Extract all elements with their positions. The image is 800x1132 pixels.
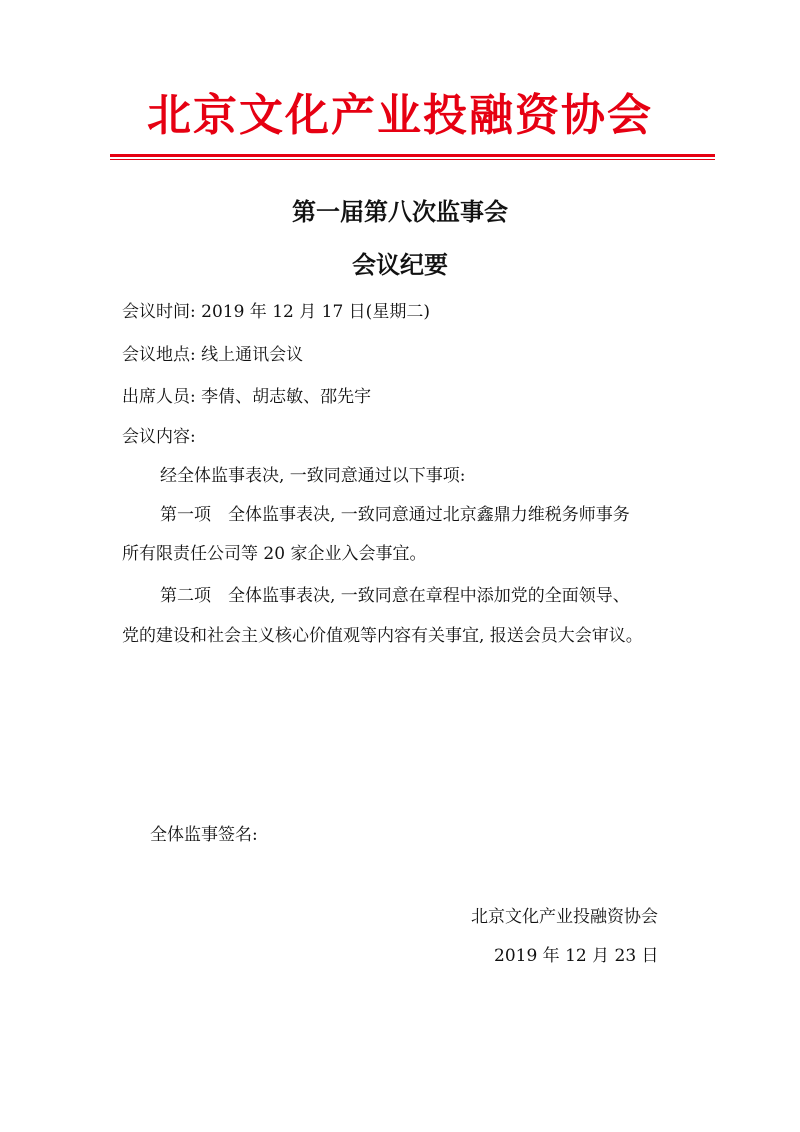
signature-label: 全体监事签名: — [150, 825, 258, 845]
meeting-place-label: 会议地点: — [122, 345, 196, 365]
meeting-time-value: 2019 年 12 月 17 日(星期二) — [201, 302, 430, 322]
signature-organization: 北京文化产业投融资协会 — [471, 907, 658, 927]
meeting-place — [122, 343, 303, 367]
signature-date: 2019 年 12 月 23 日 — [494, 946, 659, 966]
attendees-value: 李倩、胡志敏、邵先宇 — [201, 387, 372, 407]
organization-header: 北京文化产业投融资协会 — [147, 90, 653, 141]
item-1-line-1: 第一项 全体监事表决, 一致同意通过北京鑫鼎力维税务师事务 — [160, 505, 630, 525]
document-title: 第一届第八次监事会 — [292, 197, 508, 226]
meeting-time — [122, 300, 430, 324]
item-1-line-2: 所有限责任公司等 20 家企业入会事宜。 — [122, 544, 427, 564]
content-intro: 经全体监事表决, 一致同意通过以下事项: — [160, 466, 466, 486]
meeting-place-value: 线上通讯会议 — [201, 345, 304, 365]
meeting-time-label: 会议时间: — [122, 302, 196, 322]
header-rule-thick — [110, 154, 715, 157]
item-2-line-1: 第二项 全体监事表决, 一致同意在章程中添加党的全面领导、 — [160, 586, 630, 606]
document-subtitle: 会议纪要 — [352, 250, 448, 279]
header-rule-thin — [110, 159, 715, 160]
attendees — [122, 385, 371, 409]
meeting-content-label: 会议内容: — [122, 427, 196, 447]
attendees-label: 出席人员: — [122, 387, 196, 407]
item-2-line-2: 党的建设和社会主义核心价值观等内容有关事宜, 报送会员大会审议。 — [122, 626, 643, 646]
